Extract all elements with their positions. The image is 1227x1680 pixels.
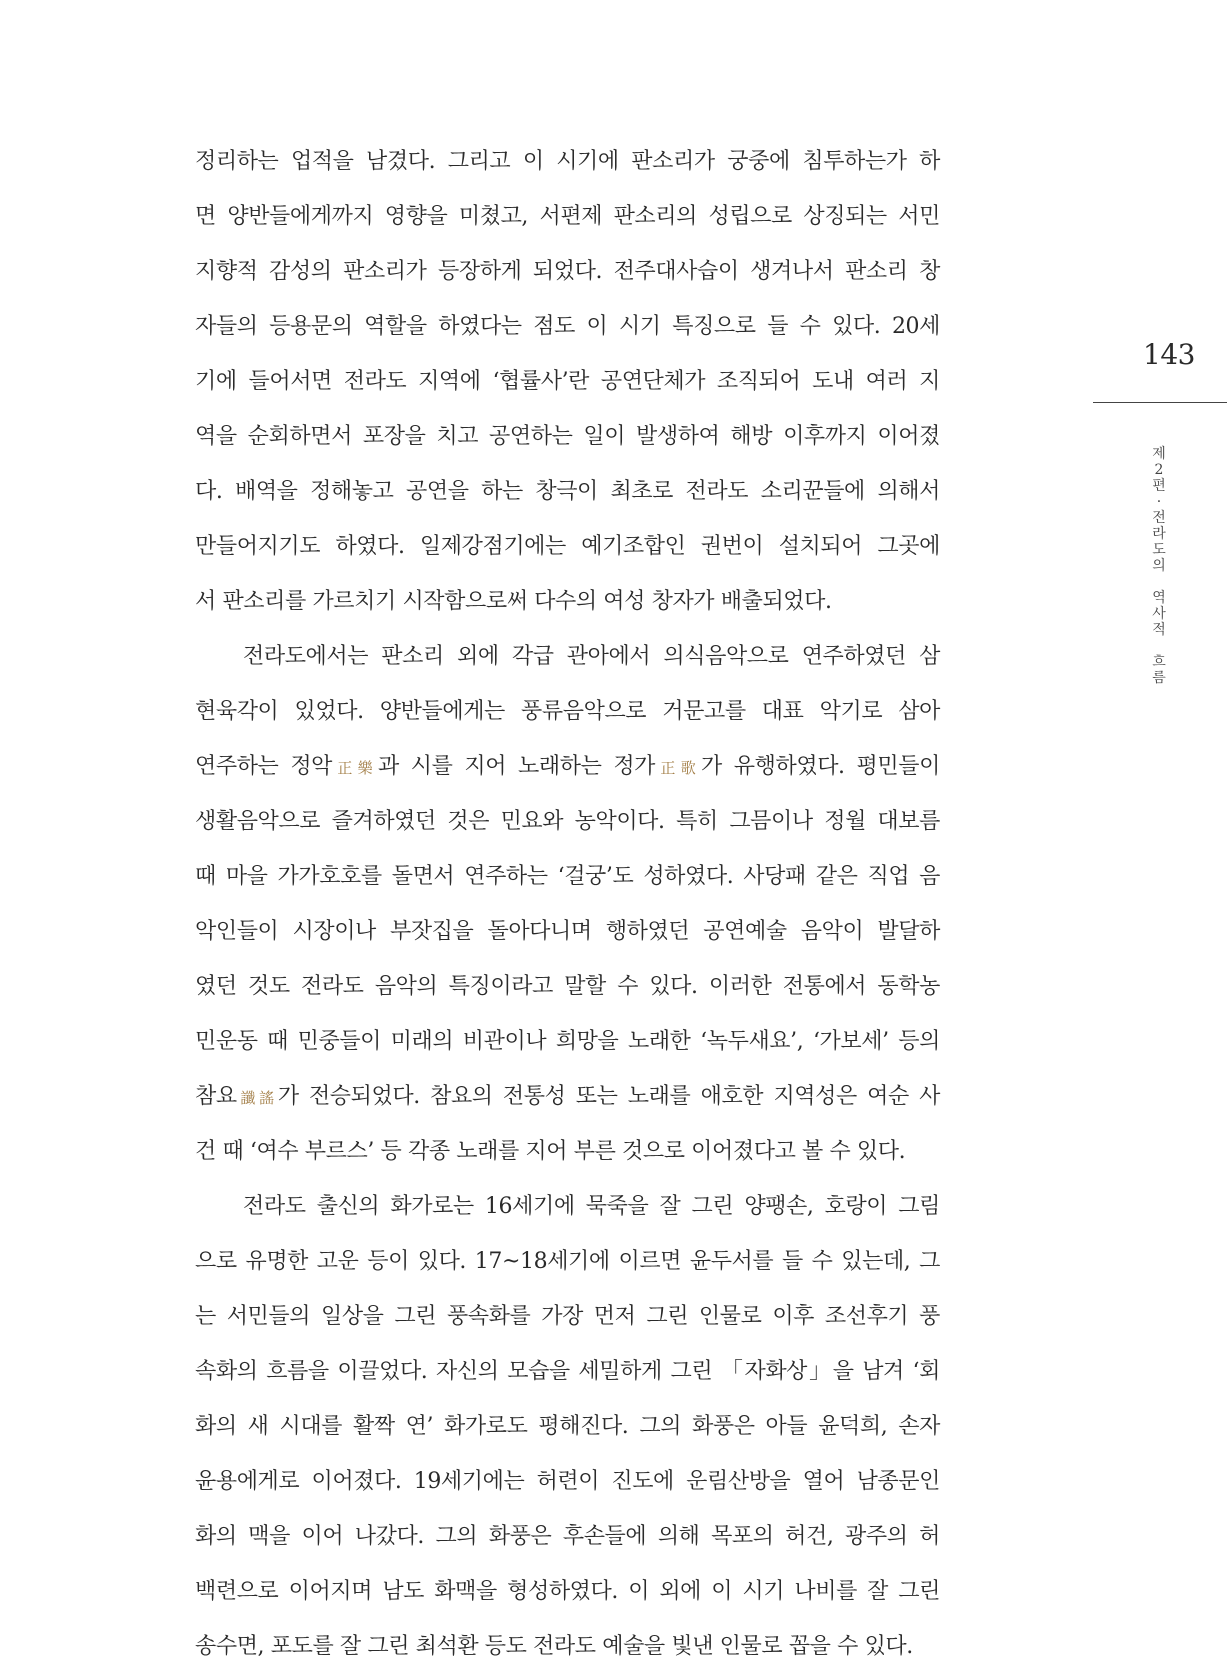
text-run: 때 마을 가가호호를 돌면서 연주하는 ‘걸궁’도 성하였다. 사당패 같은 직업 음 xyxy=(195,864,940,889)
text-run: 참요 xyxy=(195,1084,237,1109)
text-line xyxy=(195,629,940,684)
text-line xyxy=(195,1454,940,1509)
running-header xyxy=(1148,446,1170,686)
header-divider xyxy=(1093,402,1227,403)
text-run: 전라도에서는 판소리 외에 각급 관아에서 의식음악으로 연주하였던 삼 xyxy=(243,644,940,669)
text-run: 백련으로 이어지며 남도 화맥을 형성하였다. 이 외에 이 시기 나비를 잘 그린 xyxy=(195,1579,940,1604)
text-line xyxy=(195,354,940,409)
running-header-char xyxy=(1148,638,1170,654)
text-line xyxy=(195,1344,940,1399)
text-run: 만들어지기도 하였다. 일제강점기에는 예기조합인 권번이 설치되어 그곳에 xyxy=(195,534,940,559)
text-line xyxy=(195,904,940,959)
text-line xyxy=(195,1619,940,1674)
running-header-char: 의 xyxy=(1152,558,1166,574)
text-run: 가 유행하였다. 평민들이 xyxy=(701,754,940,779)
text-line xyxy=(195,959,940,1014)
text-line xyxy=(195,1564,940,1619)
text-run: 정리하는 업적을 남겼다. 그리고 이 시기에 판소리가 궁중에 침투하는가 하 xyxy=(195,149,940,174)
text-run: 면 양반들에게까지 영향을 미쳤고, 서편제 판소리의 성립으로 상징되는 서민 xyxy=(195,204,940,229)
text-run: 서 판소리를 가르치기 시작함으로써 다수의 여성 창자가 배출되었다. xyxy=(195,589,832,614)
text-line xyxy=(195,244,940,299)
text-run: 송수면, 포도를 잘 그린 최석환 등도 전라도 예술을 빛낸 인물로 꼽을 수 있다. xyxy=(195,1634,913,1659)
text-run: 연주하는 정악 xyxy=(195,754,333,779)
hanja-annotation: 正樂 xyxy=(332,759,378,777)
text-line xyxy=(195,1179,940,1234)
running-header-char: 도 xyxy=(1152,542,1166,558)
text-line xyxy=(195,1124,940,1179)
page-number: 143 xyxy=(1143,338,1195,371)
text-run: 속화의 흐름을 이끌었다. 자신의 모습을 세밀하게 그린 「자화상」을 남겨 ‘회 xyxy=(195,1359,940,1384)
running-header-char: 흐 xyxy=(1152,654,1166,670)
text-line xyxy=(195,1014,940,1069)
text-run: 는 서민들의 일상을 그린 풍속화를 가장 먼저 그린 인물로 이후 조선후기 풍 xyxy=(195,1304,940,1329)
text-line xyxy=(195,739,940,794)
text-run: 기에 들어서면 전라도 지역에 ‘협률사’란 공연단체가 조직되어 도내 여러 지 xyxy=(195,369,940,394)
text-line xyxy=(195,519,940,574)
text-line xyxy=(195,299,940,354)
running-header-char: 역 xyxy=(1152,590,1166,606)
text-line xyxy=(195,574,940,629)
text-run: 과 시를 지어 노래하는 정가 xyxy=(378,754,656,779)
text-line xyxy=(195,1289,940,1344)
text-run: 역을 순회하면서 포장을 치고 공연하는 일이 발생하여 해방 이후까지 이어졌 xyxy=(195,424,940,449)
text-run: 지향적 감성의 판소리가 등장하게 되었다. 전주대사습이 생겨나서 판소리 창 xyxy=(195,259,940,284)
text-line xyxy=(195,1234,940,1289)
paragraph xyxy=(195,629,940,1179)
running-header-char: 사 xyxy=(1152,606,1166,622)
text-line xyxy=(195,684,940,739)
text-line xyxy=(195,134,940,189)
text-run: 화의 맥을 이어 나갔다. 그의 화풍은 후손들에 의해 목포의 허건, 광주의 허 xyxy=(195,1524,940,1549)
running-header-char: 라 xyxy=(1152,526,1166,542)
text-run: 민운동 때 민중들이 미래의 비관이나 희망을 노래한 ‘녹두새요’, ‘가보세’ 등의 xyxy=(195,1029,940,1054)
running-header-char: 름 xyxy=(1152,670,1166,686)
text-run: 다. 배역을 정해놓고 공연을 하는 창극이 최초로 전라도 소리꾼들에 의해서 xyxy=(195,479,940,504)
running-header-char: 적 xyxy=(1152,622,1166,638)
text-run: 생활음악으로 즐겨하였던 것은 민요와 농악이다. 특히 그믐이나 정월 대보름 xyxy=(195,809,940,834)
hanja-annotation: 讖謠 xyxy=(236,1089,278,1107)
text-line xyxy=(195,1509,940,1564)
running-header-char: 전 xyxy=(1152,510,1166,526)
text-line xyxy=(195,849,940,904)
body-text xyxy=(195,134,940,1674)
text-run: 였던 것도 전라도 음악의 특징이라고 말할 수 있다. 이러한 전통에서 동학농 xyxy=(195,974,940,999)
text-run: 건 때 ‘여수 부르스’ 등 각종 노래를 지어 부른 것으로 이어졌다고 볼 수 있다. xyxy=(195,1139,906,1164)
running-header-char: · xyxy=(1156,494,1162,510)
running-header-char: 2 xyxy=(1154,462,1164,478)
text-run: 자들의 등용문의 역할을 하였다는 점도 이 시기 특징으로 들 수 있다. 20세 xyxy=(195,314,940,339)
running-header-char: 편 xyxy=(1152,478,1166,494)
text-run: 현육각이 있었다. 양반들에게는 풍류음악으로 거문고를 대표 악기로 삼아 xyxy=(195,699,940,724)
text-run: 윤용에게로 이어졌다. 19세기에는 허련이 진도에 운림산방을 열어 남종문인 xyxy=(195,1469,940,1494)
hanja-annotation: 正歌 xyxy=(655,759,702,777)
text-run: 악인들이 시장이나 부잣집을 돌아다니며 행하였던 공연예술 음악이 발달하 xyxy=(195,919,940,944)
running-header-char xyxy=(1148,574,1170,590)
text-line xyxy=(195,464,940,519)
text-line xyxy=(195,794,940,849)
text-line xyxy=(195,1399,940,1454)
text-line xyxy=(195,189,940,244)
text-run: 전라도 출신의 화가로는 16세기에 묵죽을 잘 그린 양팽손, 호랑이 그림 xyxy=(243,1194,940,1219)
text-run: 화의 새 시대를 활짝 연’ 화가로도 평해진다. 그의 화풍은 아들 윤덕희, 손자 xyxy=(195,1414,940,1439)
text-run: 가 전승되었다. 참요의 전통성 또는 노래를 애호한 지역성은 여순 사 xyxy=(277,1084,940,1109)
paragraph xyxy=(195,1179,940,1674)
text-line xyxy=(195,409,940,464)
text-run: 으로 유명한 고운 등이 있다. 17~18세기에 이르면 윤두서를 들 수 있는데, 그 xyxy=(195,1249,940,1274)
paragraph xyxy=(195,134,940,629)
running-header-char: 제 xyxy=(1152,446,1166,462)
text-line xyxy=(195,1069,940,1124)
